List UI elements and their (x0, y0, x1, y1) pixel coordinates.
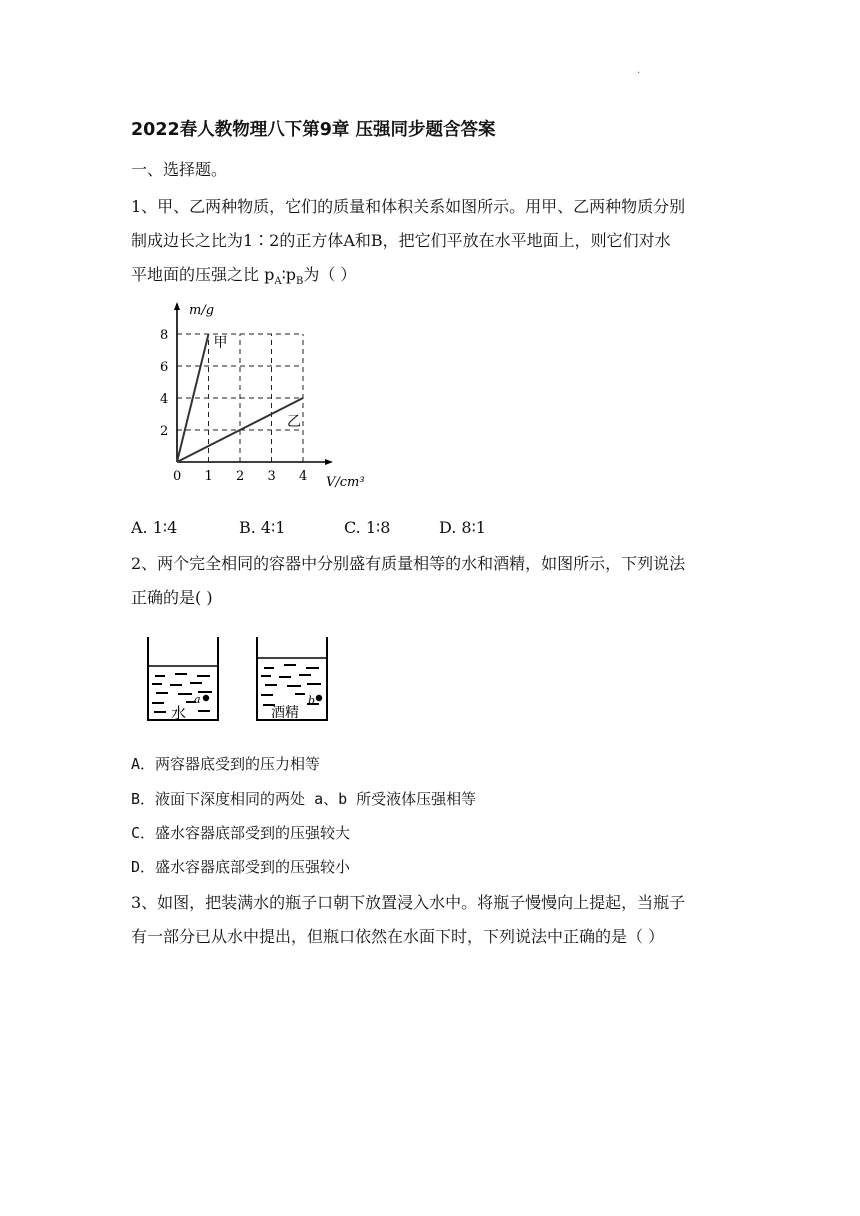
q1-option-c[interactable]: C. 1∶8 (344, 518, 391, 537)
x-tick-label: 0 (173, 469, 182, 484)
q1-option-a[interactable]: A. 1∶4 (131, 518, 178, 537)
q1-text-line3 (131, 262, 356, 287)
chart-axes (174, 302, 333, 465)
y-tick-label: 8 (160, 328, 169, 343)
q1-options (131, 518, 486, 537)
q2-option-b[interactable]: B．液面下深度相同的两处 a、b 所受液体压强相等 (131, 790, 477, 808)
section-heading: 一、选择题。 (131, 160, 228, 179)
q2-option-a[interactable]: A．两容器底受到的压力相等 (131, 755, 321, 773)
header-mark: · (637, 68, 641, 79)
series-label-1: 甲 (213, 335, 228, 351)
q1-option-d[interactable]: D. 8∶1 (439, 518, 486, 537)
q2-option-c[interactable]: C．盛水容器底部受到的压强较大 (131, 824, 351, 842)
q1-sub-b: B (295, 276, 304, 288)
chart-grid (177, 334, 303, 462)
water-container (148, 637, 218, 722)
x-tick-label: 1 (204, 469, 213, 484)
point-b-label: b (308, 694, 316, 707)
x-axis-title: V/cm³ (326, 475, 365, 490)
document-title: 2022春人教物理八下第9章 压强同步题含答案 (131, 120, 496, 140)
y-tick-label: 6 (160, 360, 169, 375)
mass-volume-chart (150, 295, 390, 495)
q1-text-line1: 1、甲、乙两种物质，它们的质量和体积关系如图所示。用甲、乙两种物质分别 (131, 197, 686, 216)
x-tick-label: 4 (299, 469, 308, 484)
alcohol-container (257, 637, 327, 721)
y-tick-label: 4 (160, 392, 169, 407)
q1-option-b[interactable]: B. 4∶1 (239, 518, 286, 537)
q3-text-line1: 3、如图，把装满水的瓶子口朝下放置浸入水中。将瓶子慢慢向上提起，当瓶子 (131, 893, 686, 912)
q2-option-d[interactable]: D．盛水容器底部受到的压强较小 (131, 858, 351, 876)
q3-text-line2: 有一部分已从水中提出，但瓶口依然在水面下时，下列说法中正确的是（ ） (131, 927, 665, 946)
alcohol-label: 酒精 (271, 705, 299, 721)
x-tick-label: 2 (236, 469, 245, 484)
q2-text-line2: 正确的是( ) (131, 588, 213, 607)
q1-line3-post: 为（ ） (303, 265, 357, 284)
q1-line3-pre: 平地面的压强之比 p (131, 265, 275, 284)
q2-text-line1: 2、两个完全相同的容器中分别盛有质量相等的水和酒精，如图所示，下列说法 (131, 554, 686, 573)
water-label: 水 (171, 704, 187, 722)
y-axis-title: m/g (189, 303, 215, 318)
containers-figure (140, 632, 340, 727)
x-tick-label: 3 (267, 469, 276, 484)
q1-sub-a: A (274, 276, 282, 288)
y-axis-arrow (174, 302, 180, 310)
point-a-label: a (194, 693, 201, 706)
x-axis-arrow (325, 459, 333, 465)
q1-line3-mid: ∶p (281, 265, 296, 284)
series-label-2: 乙 (287, 414, 301, 430)
y-tick-label: 2 (160, 424, 169, 439)
q1-text-line2: 制成边长之比为1∶2的正方体A和B，把它们平放在水平地面上，则它们对水 (131, 231, 671, 250)
